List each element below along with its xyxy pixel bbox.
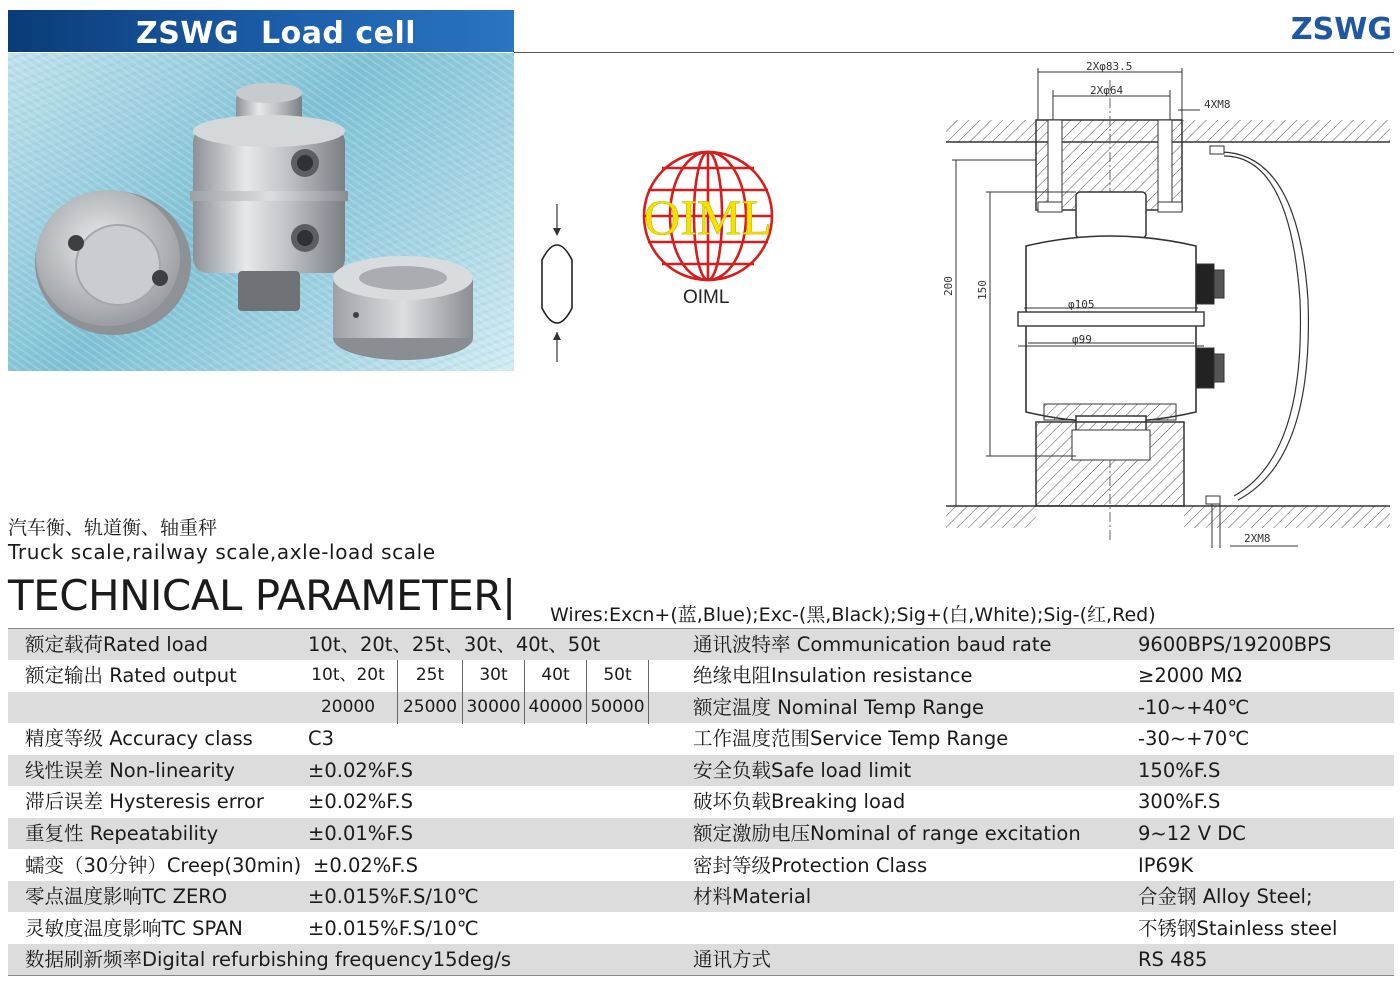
param-label-2: 额定激励电压Nominal of range excitation: [693, 822, 1081, 845]
param-label-2: 材料Material: [693, 885, 812, 908]
param-label-2: 工作温度范围Service Temp Range: [693, 727, 1009, 750]
mount-disc-left: [35, 190, 191, 335]
table-row: [8, 944, 1394, 976]
dim-diameter-99: φ99: [1072, 333, 1092, 346]
capacity-cell: 25t: [415, 665, 445, 685]
technical-drawing: [938, 60, 1394, 560]
param-value: ±0.015%F.S/10℃: [308, 885, 479, 908]
table-row: [8, 692, 1394, 723]
mount-cup-right: [333, 256, 473, 360]
dim-height-total: 200: [942, 276, 955, 296]
param-value: ±0.01%F.S: [308, 822, 413, 845]
param-value-2: 9~12 V DC: [1138, 822, 1246, 845]
rocker-pin-diagram: [530, 200, 580, 370]
table-row: [8, 913, 1394, 944]
capacity-cell: 50t: [603, 665, 632, 685]
output-cell: 20000: [320, 697, 376, 717]
param-label: 滞后误差 Hysteresis error: [25, 790, 264, 813]
table-row: [8, 786, 1394, 817]
param-label: 灵敏度温度影响TC SPAN: [25, 917, 243, 940]
param-value: ±0.015%F.S/10℃: [308, 917, 479, 940]
section-title: TECHNICAL PARAMETER|: [8, 571, 516, 620]
param-value: 10t、20t、25t、30t、40t、50t: [308, 633, 601, 656]
table-row: [8, 755, 1394, 786]
wire-colors: Wires:Excn+(蓝,Blue);Exc-(黑,Black);Sig+(白,White);Sig-(红,Red): [550, 604, 1156, 626]
dim-inner-holes: 2Xφ64: [1090, 84, 1124, 97]
param-value-2: 300%F.S: [1138, 790, 1221, 813]
param-label: 数据刷新频率Digital refurbishing frequency15deg/s: [25, 948, 512, 971]
param-label: 蠕变（30分钟）Creep(30min): [25, 854, 302, 877]
header-rule: [514, 52, 1394, 53]
param-value: ±0.02%F.S: [308, 790, 413, 813]
param-label: 零点温度影响TC ZERO: [25, 885, 228, 908]
page-title: ZSWG Load cell: [136, 16, 417, 51]
param-label-2: 通讯波特率 Communication baud rate: [693, 633, 1052, 656]
param-value-2: 不锈钢Stainless steel: [1138, 917, 1338, 940]
param-value-2: IP69K: [1138, 854, 1194, 877]
table-row: [8, 850, 1394, 881]
applications-en: Truck scale,railway scale,axle-load scale: [8, 540, 436, 564]
dim-diameter-105: φ105: [1068, 298, 1095, 311]
param-value: ±0.02%F.S: [308, 759, 413, 782]
param-value-2: ≥2000 MΩ: [1138, 664, 1242, 687]
param-label: 重复性 Repeatability: [25, 822, 219, 845]
dim-bottom-thread: 2XM8: [1244, 532, 1271, 545]
param-value-2: 9600BPS/19200BPS: [1138, 633, 1332, 656]
oiml-logo: [634, 146, 784, 286]
param-label: 额定输出 Rated output: [25, 664, 237, 687]
param-label-2: 绝缘电阻Insulation resistance: [693, 664, 973, 687]
table-row: [8, 628, 1394, 660]
output-cell: 50000: [590, 697, 645, 717]
param-label-2: 安全负载Safe load limit: [693, 759, 912, 782]
oiml-label: OIML: [683, 287, 730, 308]
output-cell: 25000: [402, 697, 458, 717]
applications-cn: 汽车衡、轨道衡、轴重秤: [8, 517, 218, 539]
brand-mark: ZSWG: [1290, 12, 1392, 47]
dim-height-body: 150: [976, 280, 989, 300]
param-value-2: 合金钢 Alloy Steel;: [1138, 885, 1313, 908]
table-row: [8, 723, 1394, 754]
load-cell-body: [190, 83, 348, 311]
capacity-cell: 10t、20t: [311, 665, 385, 685]
param-value-2: -10~+40℃: [1138, 696, 1250, 719]
capacity-cell: 30t: [479, 665, 508, 685]
oiml-logo-text: OIML: [644, 189, 772, 245]
param-value-2: RS 485: [1138, 948, 1208, 971]
output-cell: 40000: [528, 697, 583, 717]
param-value: C3: [308, 727, 335, 750]
param-label: 精度等级 Accuracy class: [25, 727, 253, 750]
dim-top-thread: 4XM8: [1204, 98, 1231, 111]
param-label-2: 额定温度 Nominal Temp Range: [693, 696, 985, 719]
output-cell: 30000: [466, 697, 521, 717]
param-value: ±0.02%F.S: [313, 854, 418, 877]
table-row: [8, 818, 1394, 849]
capacity-cell: 40t: [541, 665, 570, 685]
param-value-2: -30~+70℃: [1138, 727, 1250, 750]
param-label-2: 破坏负载Breaking load: [693, 790, 906, 813]
param-label: 线性误差 Non-linearity: [25, 759, 235, 782]
table-row: [8, 660, 1394, 691]
product-photo: [8, 53, 514, 371]
dim-outer-holes: 2Xφ83.5: [1086, 60, 1133, 73]
param-label: 额定载荷Rated load: [25, 633, 208, 656]
param-value-2: 150%F.S: [1138, 759, 1221, 782]
param-label-2: 密封等级Protection Class: [693, 854, 928, 877]
title-banner: [8, 10, 514, 52]
param-label-2: 通讯方式: [693, 948, 772, 971]
table-row: [8, 881, 1394, 912]
